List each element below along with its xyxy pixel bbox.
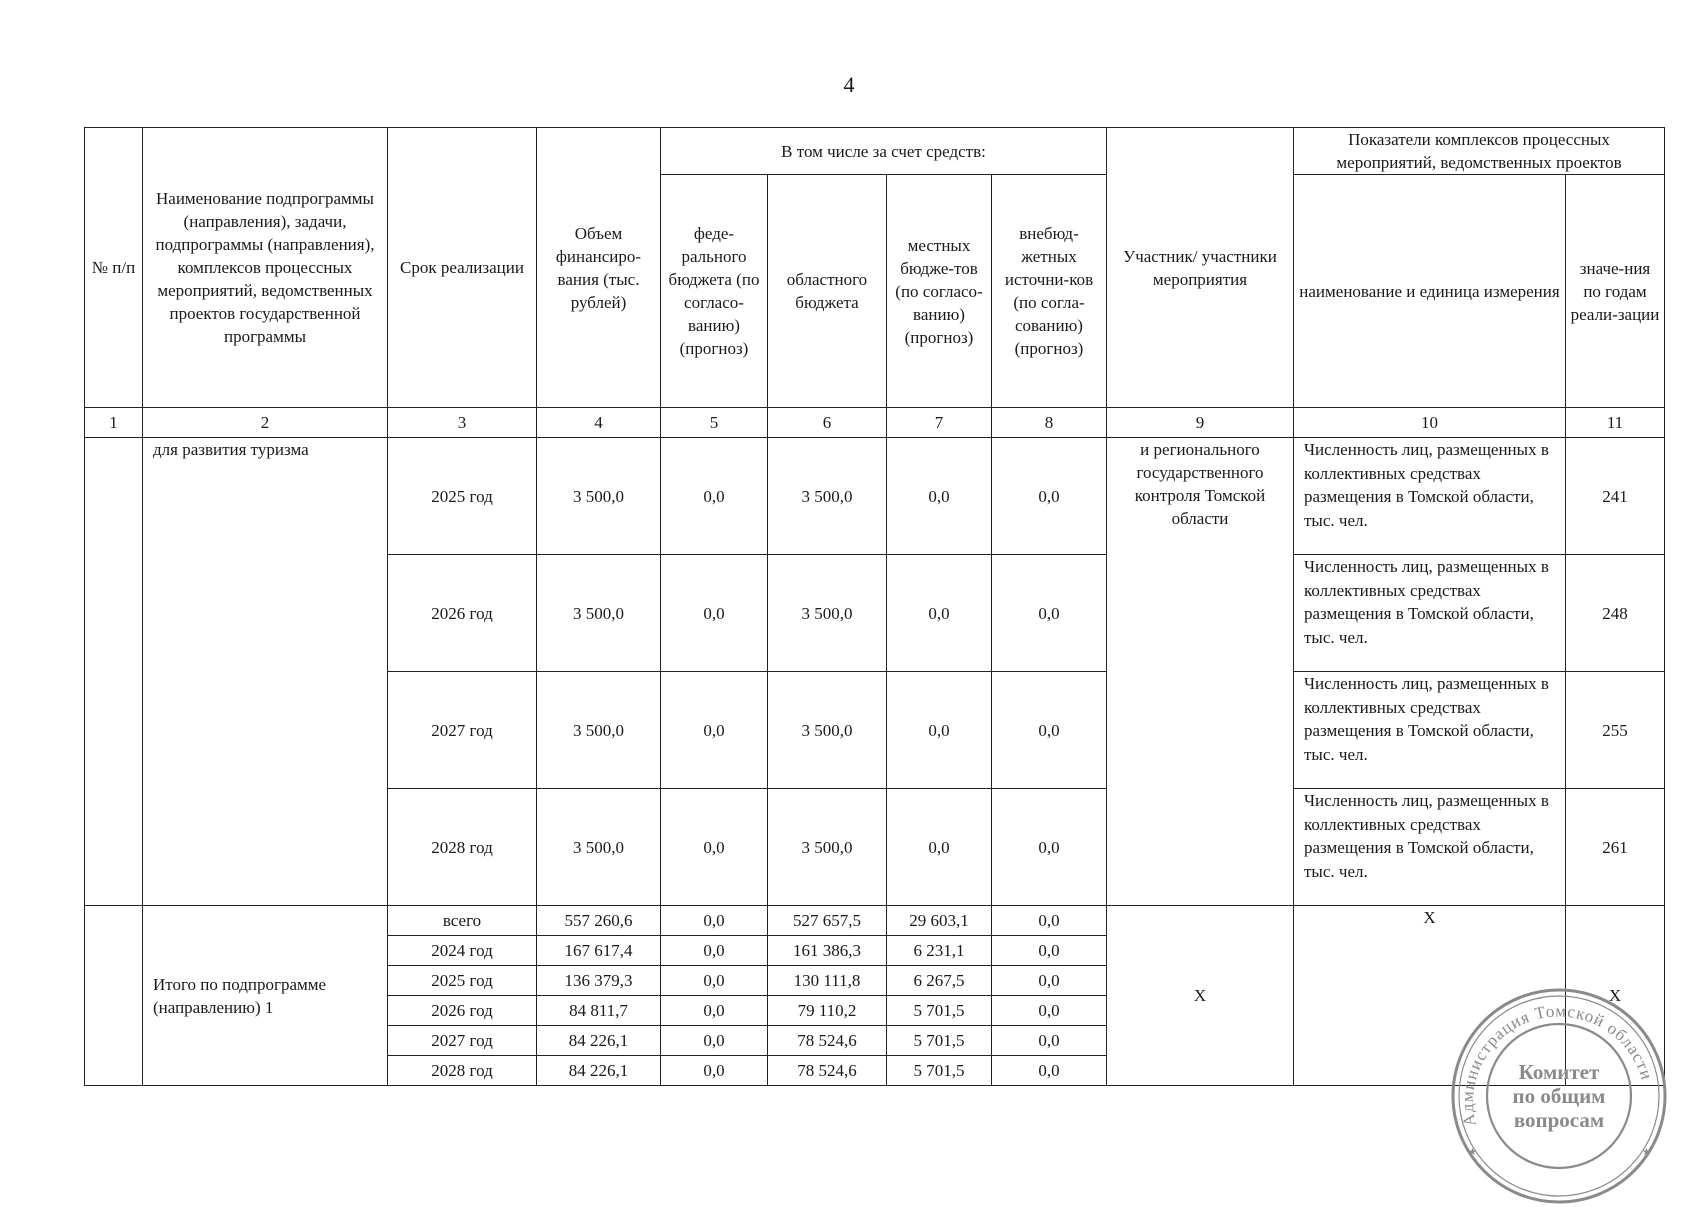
regional-cell: 130 111,8 (768, 966, 887, 996)
volume-cell: 84 226,1 (537, 1056, 661, 1086)
extra-cell: 0,0 (992, 438, 1107, 555)
column-number: 5 (661, 408, 768, 438)
period-cell: 2027 год (388, 672, 537, 789)
official-stamp (1448, 985, 1670, 1207)
indicator-cell: Численность лиц, размещенных в коллективных средствах размещения в Томской области, тыс. чел. (1294, 555, 1566, 672)
total-participant: X (1107, 906, 1294, 1086)
header-including: В том числе за счет средств: (661, 128, 1107, 175)
federal-cell: 0,0 (661, 1056, 768, 1086)
regional-cell: 3 500,0 (768, 555, 887, 672)
section-name: для развития туризма (143, 438, 388, 906)
federal-cell: 0,0 (661, 996, 768, 1026)
regional-cell: 3 500,0 (768, 438, 887, 555)
column-number: 1 (85, 408, 143, 438)
indicator-cell: Численность лиц, размещенных в коллективных средствах размещения в Томской области, тыс. чел. (1294, 789, 1566, 906)
column-number: 4 (537, 408, 661, 438)
header-name: Наименование подпрограммы (направления), задачи, подпрограммы (направления), комплексов процессных мероприятий, ведомственных проектов государственной программы (143, 128, 388, 408)
local-cell: 29 603,1 (887, 906, 992, 936)
indicator-value-cell: 248 (1566, 555, 1665, 672)
regional-cell: 78 524,6 (768, 1056, 887, 1086)
local-cell: 5 701,5 (887, 1026, 992, 1056)
volume-cell: 3 500,0 (537, 672, 661, 789)
extra-cell: 0,0 (992, 672, 1107, 789)
volume-cell: 557 260,6 (537, 906, 661, 936)
table-row (85, 438, 1665, 555)
period-cell: 2026 год (388, 555, 537, 672)
period-cell: 2025 год (388, 966, 537, 996)
period-cell: 2027 год (388, 1026, 537, 1056)
period-cell: 2026 год (388, 996, 537, 1026)
stamp-star-icon: ★ (1468, 1147, 1477, 1158)
column-numbers-row (85, 408, 1665, 438)
column-number: 7 (887, 408, 992, 438)
participant-cell: и регионального государственного контроля Томской области (1107, 438, 1294, 906)
total-value: X (1566, 906, 1665, 1086)
row-number-cell (85, 438, 143, 906)
stamp-line: по общим (1512, 1084, 1606, 1108)
column-number: 2 (143, 408, 388, 438)
indicator-value-cell: 255 (1566, 672, 1665, 789)
period-cell: 2028 год (388, 789, 537, 906)
period-cell: 2024 год (388, 936, 537, 966)
volume-cell: 84 811,7 (537, 996, 661, 1026)
regional-cell: 161 386,3 (768, 936, 887, 966)
indicator-cell: Численность лиц, размещенных в коллективных средствах размещения в Томской области, тыс. чел. (1294, 438, 1566, 555)
header-regional: областного бюджета (768, 175, 887, 408)
column-number: 3 (388, 408, 537, 438)
extra-cell: 0,0 (992, 906, 1107, 936)
table-row (85, 906, 1665, 936)
local-cell: 0,0 (887, 789, 992, 906)
local-cell: 6 231,1 (887, 936, 992, 966)
federal-cell: 0,0 (661, 789, 768, 906)
header-local: местных бюдже-тов (по согласо-ванию) (прогноз) (887, 175, 992, 408)
volume-cell: 136 379,3 (537, 966, 661, 996)
total-name: Итого по подпрограмме (направлению) 1 (143, 906, 388, 1086)
header-period: Срок реализации (388, 128, 537, 408)
stamp-line: Комитет (1518, 1060, 1600, 1084)
federal-cell: 0,0 (661, 936, 768, 966)
header-extra: внебюд-жетных источни-ков (по согла-сованию) (прогноз) (992, 175, 1107, 408)
total-indicator: X (1294, 906, 1566, 1086)
regional-cell: 3 500,0 (768, 789, 887, 906)
extra-cell: 0,0 (992, 996, 1107, 1026)
federal-cell: 0,0 (661, 966, 768, 996)
header-participant: Участник/ участники мероприятия (1107, 128, 1294, 408)
extra-cell: 0,0 (992, 966, 1107, 996)
volume-cell: 84 226,1 (537, 1026, 661, 1056)
stamp-line: вопросам (1513, 1108, 1605, 1132)
stamp-ring-text: Администрация Томской области (1457, 1001, 1657, 1129)
volume-cell: 167 617,4 (537, 936, 661, 966)
financing-table (84, 127, 1665, 1086)
row-number-cell (85, 906, 143, 1086)
local-cell: 0,0 (887, 672, 992, 789)
extra-cell: 0,0 (992, 1056, 1107, 1086)
column-number: 6 (768, 408, 887, 438)
local-cell: 5 701,5 (887, 1056, 992, 1086)
volume-cell: 3 500,0 (537, 789, 661, 906)
header-indicator-name: наименование и единица измерения (1294, 175, 1566, 408)
regional-cell: 527 657,5 (768, 906, 887, 936)
federal-cell: 0,0 (661, 672, 768, 789)
local-cell: 0,0 (887, 555, 992, 672)
local-cell: 6 267,5 (887, 966, 992, 996)
federal-cell: 0,0 (661, 438, 768, 555)
regional-cell: 78 524,6 (768, 1026, 887, 1056)
column-number: 11 (1566, 408, 1665, 438)
extra-cell: 0,0 (992, 936, 1107, 966)
indicator-value-cell: 261 (1566, 789, 1665, 906)
header-num: № п/п (85, 128, 143, 408)
federal-cell: 0,0 (661, 1026, 768, 1056)
local-cell: 0,0 (887, 438, 992, 555)
local-cell: 5 701,5 (887, 996, 992, 1026)
period-cell: всего (388, 906, 537, 936)
volume-cell: 3 500,0 (537, 438, 661, 555)
stamp-star-icon: ★ (1642, 1147, 1651, 1158)
header-volume: Объем финансиро-вания (тыс. рублей) (537, 128, 661, 408)
extra-cell: 0,0 (992, 1026, 1107, 1056)
regional-cell: 79 110,2 (768, 996, 887, 1026)
indicator-value-cell: 241 (1566, 438, 1665, 555)
extra-cell: 0,0 (992, 555, 1107, 672)
regional-cell: 3 500,0 (768, 672, 887, 789)
header-indicator-values: значе-ния по годам реали-зации (1566, 175, 1665, 408)
column-number: 8 (992, 408, 1107, 438)
header-indicators: Показатели комплексов процессных мероприятий, ведомственных проектов (1294, 128, 1665, 175)
column-number: 10 (1294, 408, 1566, 438)
header-federal: феде-рального бюджета (по согласо-ванию) (прогноз) (661, 175, 768, 408)
period-cell: 2028 год (388, 1056, 537, 1086)
federal-cell: 0,0 (661, 906, 768, 936)
page-number: 4 (843, 72, 855, 97)
extra-cell: 0,0 (992, 789, 1107, 906)
federal-cell: 0,0 (661, 555, 768, 672)
volume-cell: 3 500,0 (537, 555, 661, 672)
column-number: 9 (1107, 408, 1294, 438)
indicator-cell: Численность лиц, размещенных в коллективных средствах размещения в Томской области, тыс. чел. (1294, 672, 1566, 789)
period-cell: 2025 год (388, 438, 537, 555)
